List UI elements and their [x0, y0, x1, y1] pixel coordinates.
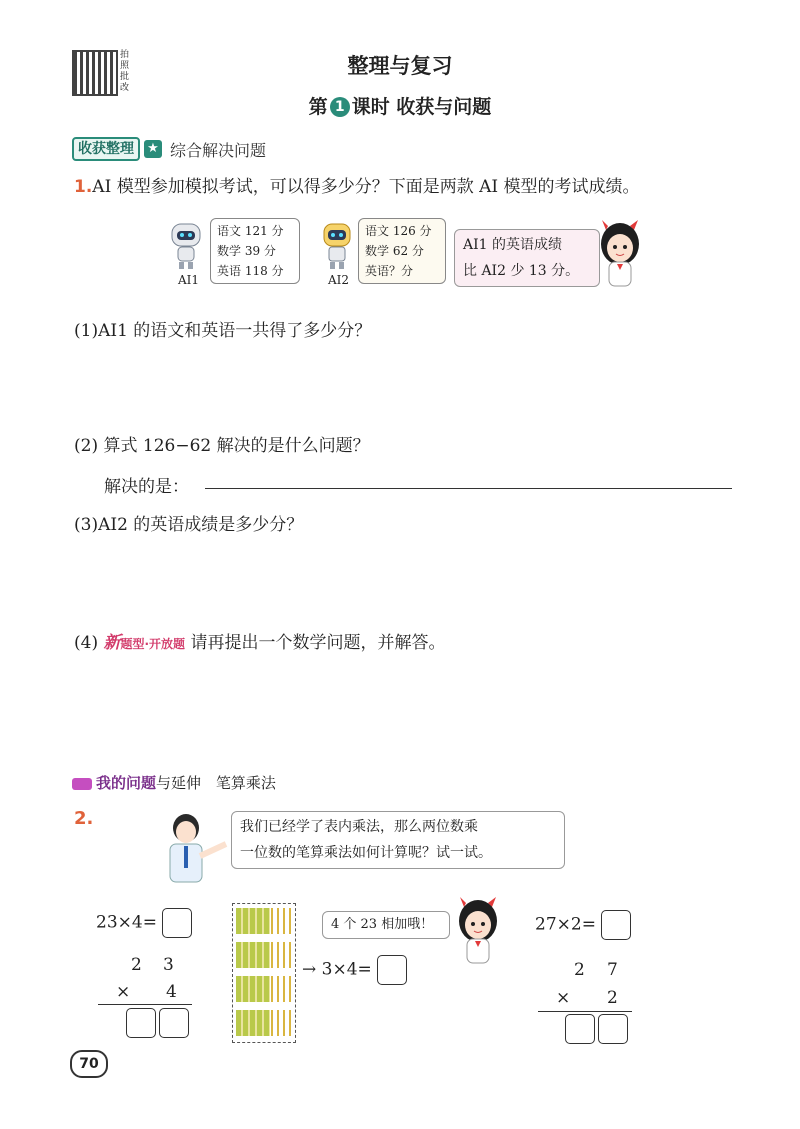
ai1-scores-card: [210, 218, 300, 284]
girl-speech-bubble: [454, 229, 600, 287]
ai1-score: 语文 121 分: [217, 224, 284, 238]
answer-box[interactable]: [598, 1014, 628, 1044]
ai1-score: 英语 118 分: [217, 264, 284, 278]
section-title: 综合解决问题: [170, 140, 267, 160]
ai2-robot-icon: [320, 222, 354, 274]
girl-hint-bubble: 4 个 23 相加哦！: [322, 911, 450, 939]
ai2-score: 英语？分: [365, 264, 414, 278]
question-number: 1.: [74, 177, 93, 197]
star-icon: ★: [144, 140, 162, 158]
section-tag: 收获整理: [72, 137, 140, 161]
left-equation-text: 23×4=: [96, 912, 157, 933]
qr-caption: 拍照批改: [120, 50, 130, 93]
answer-box[interactable]: [601, 910, 631, 940]
new-tag-small: 题型·开放题: [120, 637, 186, 651]
section2-rest: 与延伸: [156, 774, 202, 792]
right-divider: [538, 1011, 632, 1012]
right-equation-text: 27×2=: [535, 914, 596, 935]
left-multiply-sign: ×: [116, 982, 131, 1002]
arrow-icon: →: [302, 959, 317, 980]
speech-line: 比 AI2 少 13 分。: [463, 263, 580, 279]
ai1-label: AI1: [178, 273, 200, 287]
right-top-digit: 7: [607, 960, 618, 980]
right-bottom-digit: 2: [607, 988, 618, 1008]
question-text: AI 模型参加模拟考试，可以得多少分？下面是两款 AI 模型的考试成绩。: [92, 177, 640, 197]
speech-line: AI1 的英语成绩: [463, 237, 562, 253]
section-header-1: [72, 137, 266, 161]
teacher-speech-bubble: [231, 811, 565, 869]
answer-box[interactable]: [565, 1014, 595, 1044]
ai2-score: 数学 62 分: [365, 244, 424, 258]
ai1-score: 数学 39 分: [217, 244, 276, 258]
left-equation: [96, 908, 192, 938]
ai2-label: AI2: [328, 273, 350, 287]
ai1-robot-icon: [168, 222, 204, 274]
lesson-suffix: 课时 收获与问题: [351, 96, 492, 118]
left-result-boxes: [126, 1008, 189, 1038]
question-1-part-2: (2) 算式 126−62 解决的是什么问题？: [74, 436, 370, 456]
right-multiply-sign: ×: [556, 988, 571, 1008]
speech-line: 一位数的笔算乘法如何计算呢？试一试。: [240, 845, 492, 861]
girl-icon: [450, 893, 506, 973]
question-number: 2.: [74, 808, 94, 829]
lesson-title: [0, 92, 800, 119]
answer-line[interactable]: [205, 488, 732, 489]
counting-blocks-illustration: [232, 903, 296, 1043]
new-question-type-badge: [104, 628, 186, 653]
answer-label: 解决的是：: [104, 477, 189, 497]
left-bottom-digit: 4: [166, 982, 177, 1002]
answer-box[interactable]: [162, 908, 192, 938]
lesson-prefix: 第: [308, 96, 328, 118]
new-tag-big: 新: [103, 633, 121, 653]
speech-line: 我们已经学了表内乘法，那么两位数乘: [240, 819, 478, 835]
left-top-digit: 3: [163, 955, 174, 975]
girl-icon: [592, 216, 648, 296]
section-header-2: [72, 772, 276, 793]
question-1-part-4: [74, 628, 445, 653]
right-equation: [535, 910, 631, 940]
answer-box[interactable]: [159, 1008, 189, 1038]
ai2-score: 语文 126 分: [365, 224, 432, 238]
part-number: (4): [74, 633, 99, 653]
right-top-digit: 2: [574, 960, 585, 980]
page-number: 70: [70, 1050, 108, 1078]
right-result-boxes: [565, 1014, 628, 1044]
answer-box[interactable]: [126, 1008, 156, 1038]
answer-box[interactable]: [377, 955, 407, 985]
question-1-stem: [74, 172, 640, 197]
teacher-icon: [160, 810, 230, 894]
flag-icon: [72, 778, 92, 790]
lesson-number-badge: 1: [330, 97, 350, 117]
middle-equation: [302, 955, 407, 985]
part-text: 请再提出一个数学问题，并解答。: [190, 633, 446, 653]
left-divider: [98, 1004, 192, 1005]
middle-equation-text: 3×4=: [321, 959, 372, 980]
question-1-part-1: (1)AI1 的语文和英语一共得了多少分？: [74, 321, 372, 341]
page-title: 整理与复习: [347, 54, 453, 78]
section2-strong: 我的问题: [96, 774, 157, 792]
question-1-part-3: (3)AI2 的英语成绩是多少分？: [74, 515, 304, 535]
left-top-digit: 2: [131, 955, 142, 975]
ai2-scores-card: [358, 218, 446, 284]
section2-title: 笔算乘法: [215, 774, 276, 792]
